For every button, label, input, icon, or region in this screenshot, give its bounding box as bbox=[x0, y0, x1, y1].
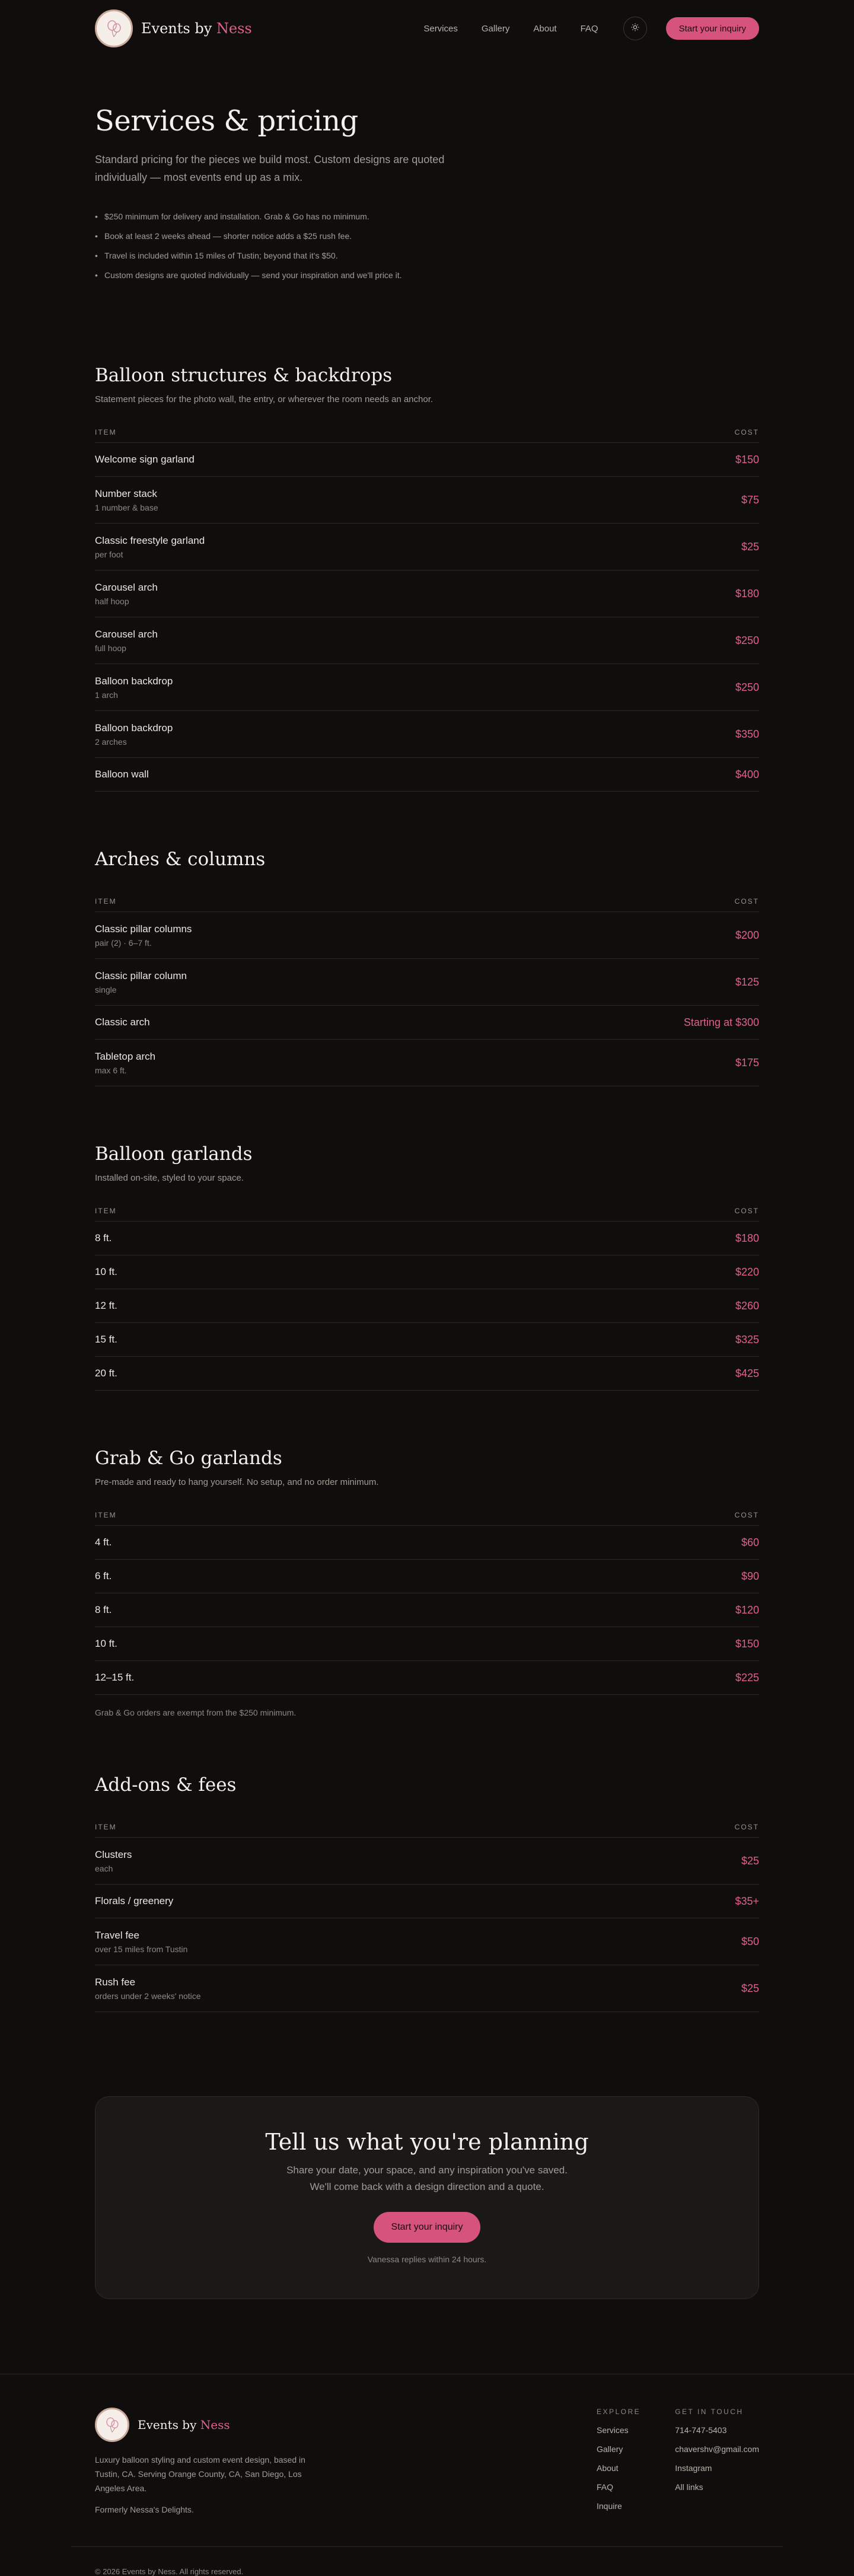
section-addons-fees bbox=[95, 1774, 759, 2012]
item-note: each bbox=[95, 1863, 113, 1873]
item-name: Classic pillar column bbox=[95, 970, 187, 981]
policy-list bbox=[95, 210, 759, 282]
item-price: $25 bbox=[741, 1982, 759, 1994]
price-row bbox=[95, 711, 759, 758]
price-item bbox=[95, 582, 158, 606]
price-row bbox=[95, 477, 759, 524]
policy-item: • Book at least 2 weeks ahead — shorter notice adds a $25 rush fee. bbox=[95, 229, 759, 243]
price-row bbox=[95, 959, 759, 1006]
item-price: $75 bbox=[741, 493, 759, 506]
price-row bbox=[95, 1560, 759, 1593]
item-price: $125 bbox=[735, 975, 759, 988]
item-price: $175 bbox=[735, 1056, 759, 1069]
nav-faq[interactable]: FAQ bbox=[580, 23, 598, 34]
item-price: $180 bbox=[735, 1232, 759, 1244]
item-name: Clusters bbox=[95, 1848, 132, 1860]
price-row bbox=[95, 1918, 759, 1965]
item-note: half hoop bbox=[95, 596, 129, 606]
theme-toggle-button[interactable] bbox=[623, 17, 647, 40]
balloon-logo-icon bbox=[95, 9, 133, 47]
price-row bbox=[95, 1838, 759, 1885]
balloon-logo-icon bbox=[95, 2408, 129, 2442]
price-row bbox=[95, 664, 759, 711]
footer-brand bbox=[95, 2408, 332, 2546]
item-name: Rush fee bbox=[95, 1976, 136, 1988]
section-title: Add-ons & fees bbox=[95, 1774, 237, 1796]
price-row bbox=[95, 524, 759, 570]
section-title: Balloon garlands bbox=[95, 1143, 253, 1165]
item-column-header: ITEM bbox=[95, 1511, 117, 1519]
item-price: $400 bbox=[735, 768, 759, 780]
price-item bbox=[95, 1266, 117, 1278]
price-item bbox=[95, 675, 173, 700]
item-name: Classic freestyle garland bbox=[95, 534, 205, 546]
item-name: 10 ft. bbox=[95, 1638, 117, 1649]
price-row bbox=[95, 1593, 759, 1627]
item-price: $120 bbox=[735, 1603, 759, 1616]
item-price: $200 bbox=[735, 929, 759, 941]
price-row bbox=[95, 1965, 759, 2012]
section-intro: Pre-made and ready to hang yourself. No setup, and no order minimum. bbox=[95, 1477, 379, 1487]
cost-column-header: COST bbox=[734, 1207, 759, 1215]
price-item bbox=[95, 769, 149, 780]
footer-brand-name: Events by Ness bbox=[138, 2418, 230, 2432]
policy-item: • $250 minimum for delivery and installation. Grab & Go has no minimum. bbox=[95, 210, 759, 223]
price-row bbox=[95, 1323, 759, 1357]
section-footnote: Grab & Go orders are exempt from the $250 minimum. bbox=[95, 1708, 297, 1717]
item-name: 10 ft. bbox=[95, 1266, 117, 1277]
price-row bbox=[95, 617, 759, 664]
nav-gallery[interactable]: Gallery bbox=[481, 23, 510, 34]
item-note: full hoop bbox=[95, 643, 126, 653]
price-row bbox=[95, 1885, 759, 1918]
item-name: 12 ft. bbox=[95, 1300, 117, 1311]
contact-title: GET IN TOUCH bbox=[675, 2408, 744, 2416]
footer-formerly: Formerly Nessa's Delights. bbox=[95, 2505, 194, 2514]
price-item bbox=[95, 1895, 173, 1907]
section-title: Arches & columns bbox=[95, 849, 266, 870]
price-item bbox=[95, 722, 173, 747]
price-row bbox=[95, 1357, 759, 1391]
price-row bbox=[95, 758, 759, 792]
item-price: $180 bbox=[735, 587, 759, 600]
reply-note: Vanessa replies within 24 hours. bbox=[367, 2255, 487, 2264]
footer-columns bbox=[597, 2408, 759, 2546]
item-note: 1 arch bbox=[95, 690, 118, 700]
item-price: $260 bbox=[735, 1299, 759, 1312]
price-row bbox=[95, 570, 759, 617]
item-name: Balloon backdrop bbox=[95, 675, 173, 687]
price-item bbox=[95, 1016, 150, 1028]
price-item bbox=[95, 1536, 111, 1548]
price-row bbox=[95, 912, 759, 959]
item-name: 15 ft. bbox=[95, 1334, 117, 1345]
price-item bbox=[95, 1604, 111, 1616]
section-title: Grab & Go garlands bbox=[95, 1448, 282, 1469]
price-table-header bbox=[95, 1207, 759, 1222]
footer-link-gallery[interactable]: Gallery bbox=[596, 2444, 623, 2454]
item-price: $425 bbox=[735, 1367, 759, 1379]
item-name: Tabletop arch bbox=[95, 1050, 156, 1062]
item-price: $25 bbox=[741, 1854, 759, 1867]
footer-link-email[interactable]: chavershv@gmail.com bbox=[675, 2444, 759, 2454]
price-item bbox=[95, 454, 195, 466]
item-name: Classic arch bbox=[95, 1016, 150, 1028]
policy-item: • Travel is included within 15 miles of Tustin; beyond that it's $50. bbox=[95, 249, 759, 262]
item-price: $25 bbox=[741, 540, 759, 553]
price-row bbox=[95, 1222, 759, 1255]
section-structures-backdrops bbox=[95, 365, 759, 792]
item-note: 2 arches bbox=[95, 737, 127, 747]
page-title: Services & pricing bbox=[95, 104, 358, 138]
price-row bbox=[95, 1040, 759, 1086]
sun-icon bbox=[631, 23, 639, 34]
site-header bbox=[95, 0, 759, 57]
item-note: single bbox=[95, 984, 117, 994]
price-row bbox=[95, 1627, 759, 1661]
main-nav bbox=[423, 17, 759, 40]
item-name: 12–15 ft. bbox=[95, 1672, 135, 1683]
item-price: $60 bbox=[741, 1536, 759, 1548]
item-name: Balloon wall bbox=[95, 769, 149, 780]
footer-description: Luxury balloon styling and custom event design, based in Tustin, CA. Serving Orange County, CA, San Diego, Los Angeles Area. bbox=[95, 2455, 305, 2493]
footer-link-services[interactable]: Services bbox=[596, 2425, 629, 2435]
start-inquiry-button[interactable]: Start your inquiry bbox=[666, 17, 759, 40]
item-price: $250 bbox=[735, 681, 759, 693]
cta-text: Share your date, your space, and any inspiration you've saved. We'll come back with a design direction and a quote. bbox=[286, 2164, 568, 2192]
item-column-header: ITEM bbox=[95, 428, 117, 436]
brand-name: Events by Ness bbox=[141, 20, 252, 37]
price-item bbox=[95, 535, 205, 559]
price-table-header bbox=[95, 1511, 759, 1526]
item-name: 8 ft. bbox=[95, 1604, 112, 1615]
price-item bbox=[95, 1849, 132, 1873]
cost-column-header: COST bbox=[734, 897, 759, 906]
item-name: Carousel arch bbox=[95, 628, 158, 640]
section-balloon-garlands bbox=[95, 1143, 759, 1391]
nav-services[interactable]: Services bbox=[423, 23, 458, 34]
item-note: max 6 ft. bbox=[95, 1065, 127, 1075]
price-item bbox=[95, 1232, 111, 1244]
price-item bbox=[95, 1930, 187, 1954]
price-item bbox=[95, 1051, 155, 1075]
item-price: $50 bbox=[741, 1935, 759, 1947]
item-price: $325 bbox=[735, 1333, 759, 1346]
item-name: 4 ft. bbox=[95, 1536, 112, 1548]
explore-column bbox=[597, 2408, 640, 2546]
cta-title: Tell us what you're planning bbox=[265, 2129, 589, 2155]
item-price: $225 bbox=[735, 1671, 759, 1684]
price-item bbox=[95, 1570, 111, 1582]
price-row bbox=[95, 1255, 759, 1289]
brand-link[interactable] bbox=[95, 9, 252, 47]
item-column-header: ITEM bbox=[95, 1207, 117, 1215]
price-row bbox=[95, 1526, 759, 1560]
item-price: $220 bbox=[735, 1265, 759, 1278]
cost-column-header: COST bbox=[734, 428, 759, 436]
price-row bbox=[95, 1661, 759, 1695]
item-name: Travel fee bbox=[95, 1929, 139, 1941]
price-item bbox=[95, 1334, 117, 1346]
hero-section bbox=[95, 57, 759, 282]
footer-link-all-links[interactable]: All links bbox=[675, 2482, 703, 2492]
price-item bbox=[95, 923, 192, 948]
item-price: $35+ bbox=[735, 1895, 759, 1907]
item-note: per foot bbox=[95, 549, 123, 559]
section-title: Balloon structures & backdrops bbox=[95, 365, 393, 386]
item-column-header: ITEM bbox=[95, 897, 117, 906]
nav-about[interactable]: About bbox=[533, 23, 557, 34]
item-price: $150 bbox=[735, 453, 759, 466]
price-row bbox=[95, 1006, 759, 1040]
cost-column-header: COST bbox=[734, 1511, 759, 1519]
item-name: Carousel arch bbox=[95, 581, 158, 593]
section-intro: Statement pieces for the photo wall, the entry, or wherever the room needs an anchor. bbox=[95, 394, 434, 404]
site-footer bbox=[95, 2374, 759, 2546]
item-name: Balloon backdrop bbox=[95, 722, 173, 734]
price-item bbox=[95, 970, 187, 994]
item-note: pair (2) · 6–7 ft. bbox=[95, 938, 152, 948]
price-table-header bbox=[95, 1823, 759, 1838]
policy-item: • Custom designs are quoted individually — send your inspiration and we'll price it. bbox=[95, 269, 759, 282]
price-item bbox=[95, 488, 158, 512]
section-intro: Installed on-site, styled to your space. bbox=[95, 1173, 244, 1183]
explore-title: EXPLORE bbox=[596, 2408, 641, 2416]
pricing-sections bbox=[95, 365, 759, 2012]
section-grab-go-garlands bbox=[95, 1448, 759, 1717]
item-note: over 15 miles from Tustin bbox=[95, 1944, 188, 1954]
price-table-header bbox=[95, 428, 759, 443]
price-item bbox=[95, 629, 158, 653]
footer-brand-link[interactable] bbox=[95, 2408, 332, 2442]
item-price: Starting at $300 bbox=[683, 1016, 759, 1028]
footer-link-about[interactable]: About bbox=[596, 2463, 619, 2473]
start-inquiry-large-button[interactable]: Start your inquiry bbox=[374, 2212, 481, 2243]
item-note: orders under 2 weeks' notice bbox=[95, 1991, 201, 2001]
price-item bbox=[95, 1300, 117, 1312]
price-row bbox=[95, 1289, 759, 1323]
page-lead: Standard pricing for the pieces we build most. Custom designs are quoted individually — most events end up as a mix. bbox=[95, 154, 445, 183]
item-name: 20 ft. bbox=[95, 1367, 117, 1379]
footer-link-instagram[interactable]: Instagram bbox=[675, 2463, 712, 2473]
item-price: $250 bbox=[735, 634, 759, 646]
inquiry-cta-panel bbox=[95, 2096, 759, 2299]
item-note: 1 number & base bbox=[95, 502, 158, 512]
item-name: Classic pillar columns bbox=[95, 923, 192, 935]
cost-column-header: COST bbox=[734, 1823, 759, 1831]
item-name: Welcome sign garland bbox=[95, 454, 195, 465]
item-price: $150 bbox=[735, 1637, 759, 1650]
footer-link-inquire[interactable]: Inquire bbox=[596, 2501, 622, 2511]
item-name: 8 ft. bbox=[95, 1232, 112, 1244]
price-item bbox=[95, 1367, 117, 1379]
item-name: Florals / greenery bbox=[95, 1895, 174, 1907]
contact-column bbox=[675, 2408, 759, 2546]
footer-link-faq[interactable]: FAQ bbox=[596, 2482, 613, 2492]
section-arches-columns bbox=[95, 849, 759, 1086]
item-name: 6 ft. bbox=[95, 1570, 112, 1582]
item-column-header: ITEM bbox=[95, 1823, 117, 1831]
item-price: $350 bbox=[735, 728, 759, 740]
footer-link-phone[interactable]: 714-747-5403 bbox=[675, 2425, 727, 2435]
item-name: Number stack bbox=[95, 487, 157, 499]
price-item bbox=[95, 1638, 117, 1650]
price-item bbox=[95, 1672, 134, 1684]
price-row bbox=[95, 443, 759, 477]
price-table-header bbox=[95, 897, 759, 912]
price-item bbox=[95, 1976, 201, 2001]
copyright: © 2026 Events by Ness. All rights reserved. bbox=[95, 2567, 244, 2576]
item-price: $90 bbox=[741, 1570, 759, 1582]
